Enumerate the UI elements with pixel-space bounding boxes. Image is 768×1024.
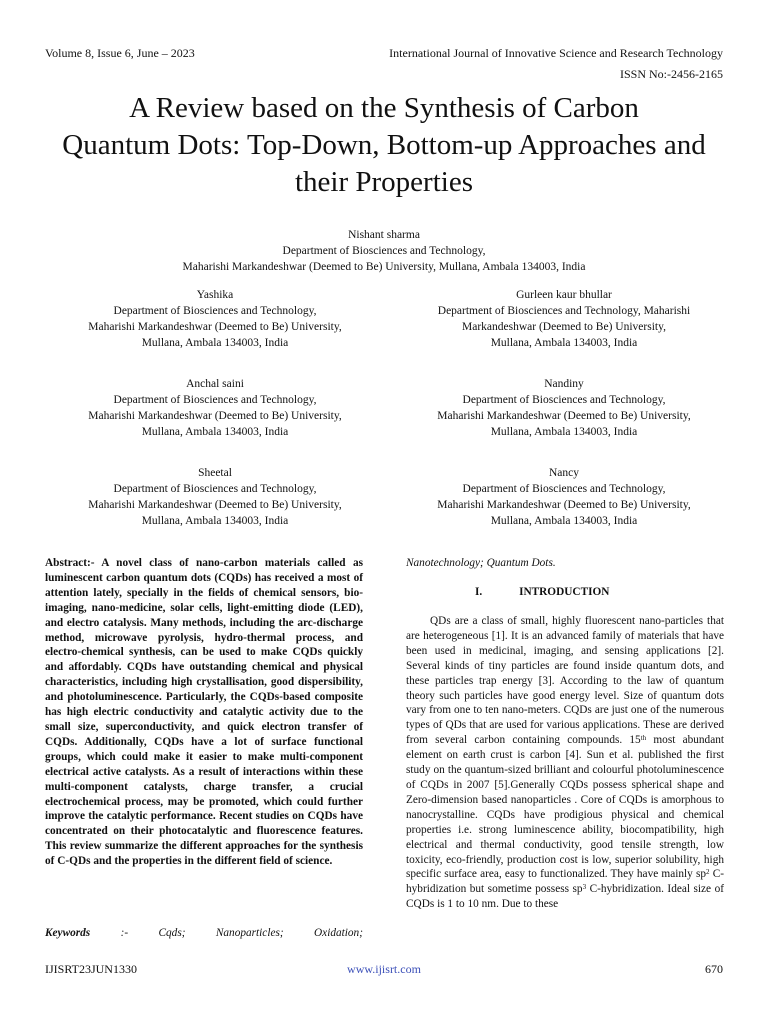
title-line: their Properties [295,166,473,198]
author-block-anchal [40,376,390,440]
superscript: 3 [582,883,587,892]
author-block-nancy [400,465,728,529]
introduction-paragraph [406,614,724,912]
author-affiliation: Mullana, Ambala 134003, India [490,515,638,527]
author-name: Anchal saini [186,378,244,390]
abstract-text: Abstract:- A novel class of nano-carbon materials called as luminescent carbon quantum dots (CQDs) has received a most of attention lately, specially in the fields of chemical sensors, bio-imaging, nano-medicine, solar cells, light-emitting diode (LED), and electro catalysis. Many methods, including the arc-discharge method, microwave pyrolysis, hydro-thermal process, and electro-chemical synthesis, can be used to make CQDs quickly and affordably. CQDs have outstanding chemical and physical characteristics, including high crystallisation, good dispersibility, and photoluminescence. Particularly, the CQDs-based composite has high electric conductivity and catalytic activity due to the small size, superconductivity, and quick electron transfer of CQDs. Additionally, CQDs have a lot of surface functional groups, which could make it easier to make multi-component electrical active catalysts. As a result of interactions within these multi-component catalysts, charge transfer, a crucial electrochemical process, may be promoted, which could further improve the catalytic performance. Recent studies on CQDs have concentrated on their photocatalytic and fluorescence features. This review summarize the different approaches for the synthesis of C-QDs and the properties in the different field of science. [45,557,363,868]
issn: ISSN No:-2456-2165 [619,67,723,81]
author-name: Sheetal [198,467,232,479]
author-affiliation: Mullana, Ambala 134003, India [141,426,289,438]
intro-text-part: C-hybridization. Ideal size of CQDs is 1 to 10 nm. Due to these [406,883,724,911]
author-block-yashika [40,287,390,351]
superscript: 2 [706,868,710,877]
author-affiliation: Mullana, Ambala 134003, India [490,337,638,349]
author-affiliation: Maharishi Markandeshwar (Deemed to Be) University, Mullana, Ambala 134003, India [182,261,586,273]
author-block-main [0,227,768,275]
author-affiliation: Department of Biosciences and Technology, [113,305,317,317]
author-block-gurleen [400,287,728,351]
keyword: Nanoparticles; [215,927,284,939]
author-block-nandiny [400,376,728,440]
keyword: Cqds; [158,927,186,939]
footer-page-number: 670 [705,962,723,976]
author-affiliation: Maharishi Markandeshwar (Deemed to Be) University, [437,499,691,511]
section-number: I. [475,586,483,598]
section-heading [406,585,724,600]
author-name: Yashika [196,289,234,301]
paper-title [0,90,768,201]
footer-website-link[interactable]: www.ijisrt.com [347,962,421,976]
intro-text-part: most abundant element on earth crust is carbon [4]. Sun et al. published the first study on the quantum-sized brilliant and colourful photoluminescence of CQDs in 2007 [5].Generally CQDs possess spherical shape and Zero-dimension based nanoparticles . Core of CQDs is amorphous to nanocrystalline. CQDs have prodigious physical and chemical properties i.e. strong luminescence ability, biocompatibility, high electrical and thermal conductivity, good tensile strength, low toxicity, eco-friendly, production cost is low, superior solubility, high specific surface area, easy to functionalized. They have mainly sp [406,734,725,881]
author-affiliation: Maharishi Markandeshwar (Deemed to Be) University, [88,499,342,511]
volume-info: Volume 8, Issue 6, June – 2023 [45,46,195,60]
keywords-line [45,926,363,941]
author-affiliation: Department of Biosciences and Technology, [462,483,666,495]
author-affiliation: Maharishi Markandeshwar (Deemed to Be) University, [88,410,342,422]
keywords-separator: :- [120,927,129,939]
author-affiliation: Markandeshwar (Deemed to Be) University, [462,321,666,333]
introduction-body [406,614,724,912]
author-name: Nancy [548,467,579,479]
author-affiliation: Mullana, Ambala 134003, India [490,426,638,438]
abstract-column [45,556,363,869]
author-affiliation: Mullana, Ambala 134003, India [141,515,289,527]
keywords-label: Keywords [45,927,91,939]
author-name: Gurleen kaur bhullar [516,289,612,301]
section-title: INTRODUCTION [519,586,610,598]
author-name: Nandiny [544,378,584,390]
author-affiliation: Department of Biosciences and Technology, [113,394,317,406]
superscript: th [640,734,647,743]
footer-article-id: IJISRT23JUN1330 [45,962,137,976]
journal-name: International Journal of Innovative Science and Research Technology [389,46,723,60]
author-affiliation: Department of Biosciences and Technology, [113,483,317,495]
author-block-sheetal [40,465,390,529]
author-affiliation: Maharishi Markandeshwar (Deemed to Be) University, [437,410,691,422]
author-affiliation: Department of Biosciences and Technology, [282,245,486,257]
author-affiliation: Department of Biosciences and Technology, Maharishi [437,305,691,317]
intro-text-part: QDs are a class of small, highly fluorescent nano-particles that are heterogeneous [1]. It is an advanced family of materials that have been used in medicinal, imaging, and sensing applications [2]. Several kinds of tiny particles are found inside quantum dots, and these particles trap energy [3]. According to the law of quantum theory such particles have good energy level. Size of quantum dots vary from one to ten nano-meters. CQDs are just one of the numerous types of QDs that are used for various applications. These are derived from several carbon containing compounds. 15 [406,615,724,747]
author-affiliation: Mullana, Ambala 134003, India [141,337,289,349]
intro-text-part: C-hybridization but sometime possess sp [406,868,724,896]
keyword: Oxidation; [314,927,363,939]
title-line: Quantum Dots: Top-Down, Bottom-up Approaches and [62,129,706,161]
keywords-continued: Nanotechnology; Quantum Dots. [406,557,556,569]
author-name: Nishant sharma [348,229,420,241]
author-affiliation: Maharishi Markandeshwar (Deemed to Be) University, [88,321,342,333]
author-affiliation: Department of Biosciences and Technology, [462,394,666,406]
title-line: A Review based on the Synthesis of Carbon [129,92,639,124]
